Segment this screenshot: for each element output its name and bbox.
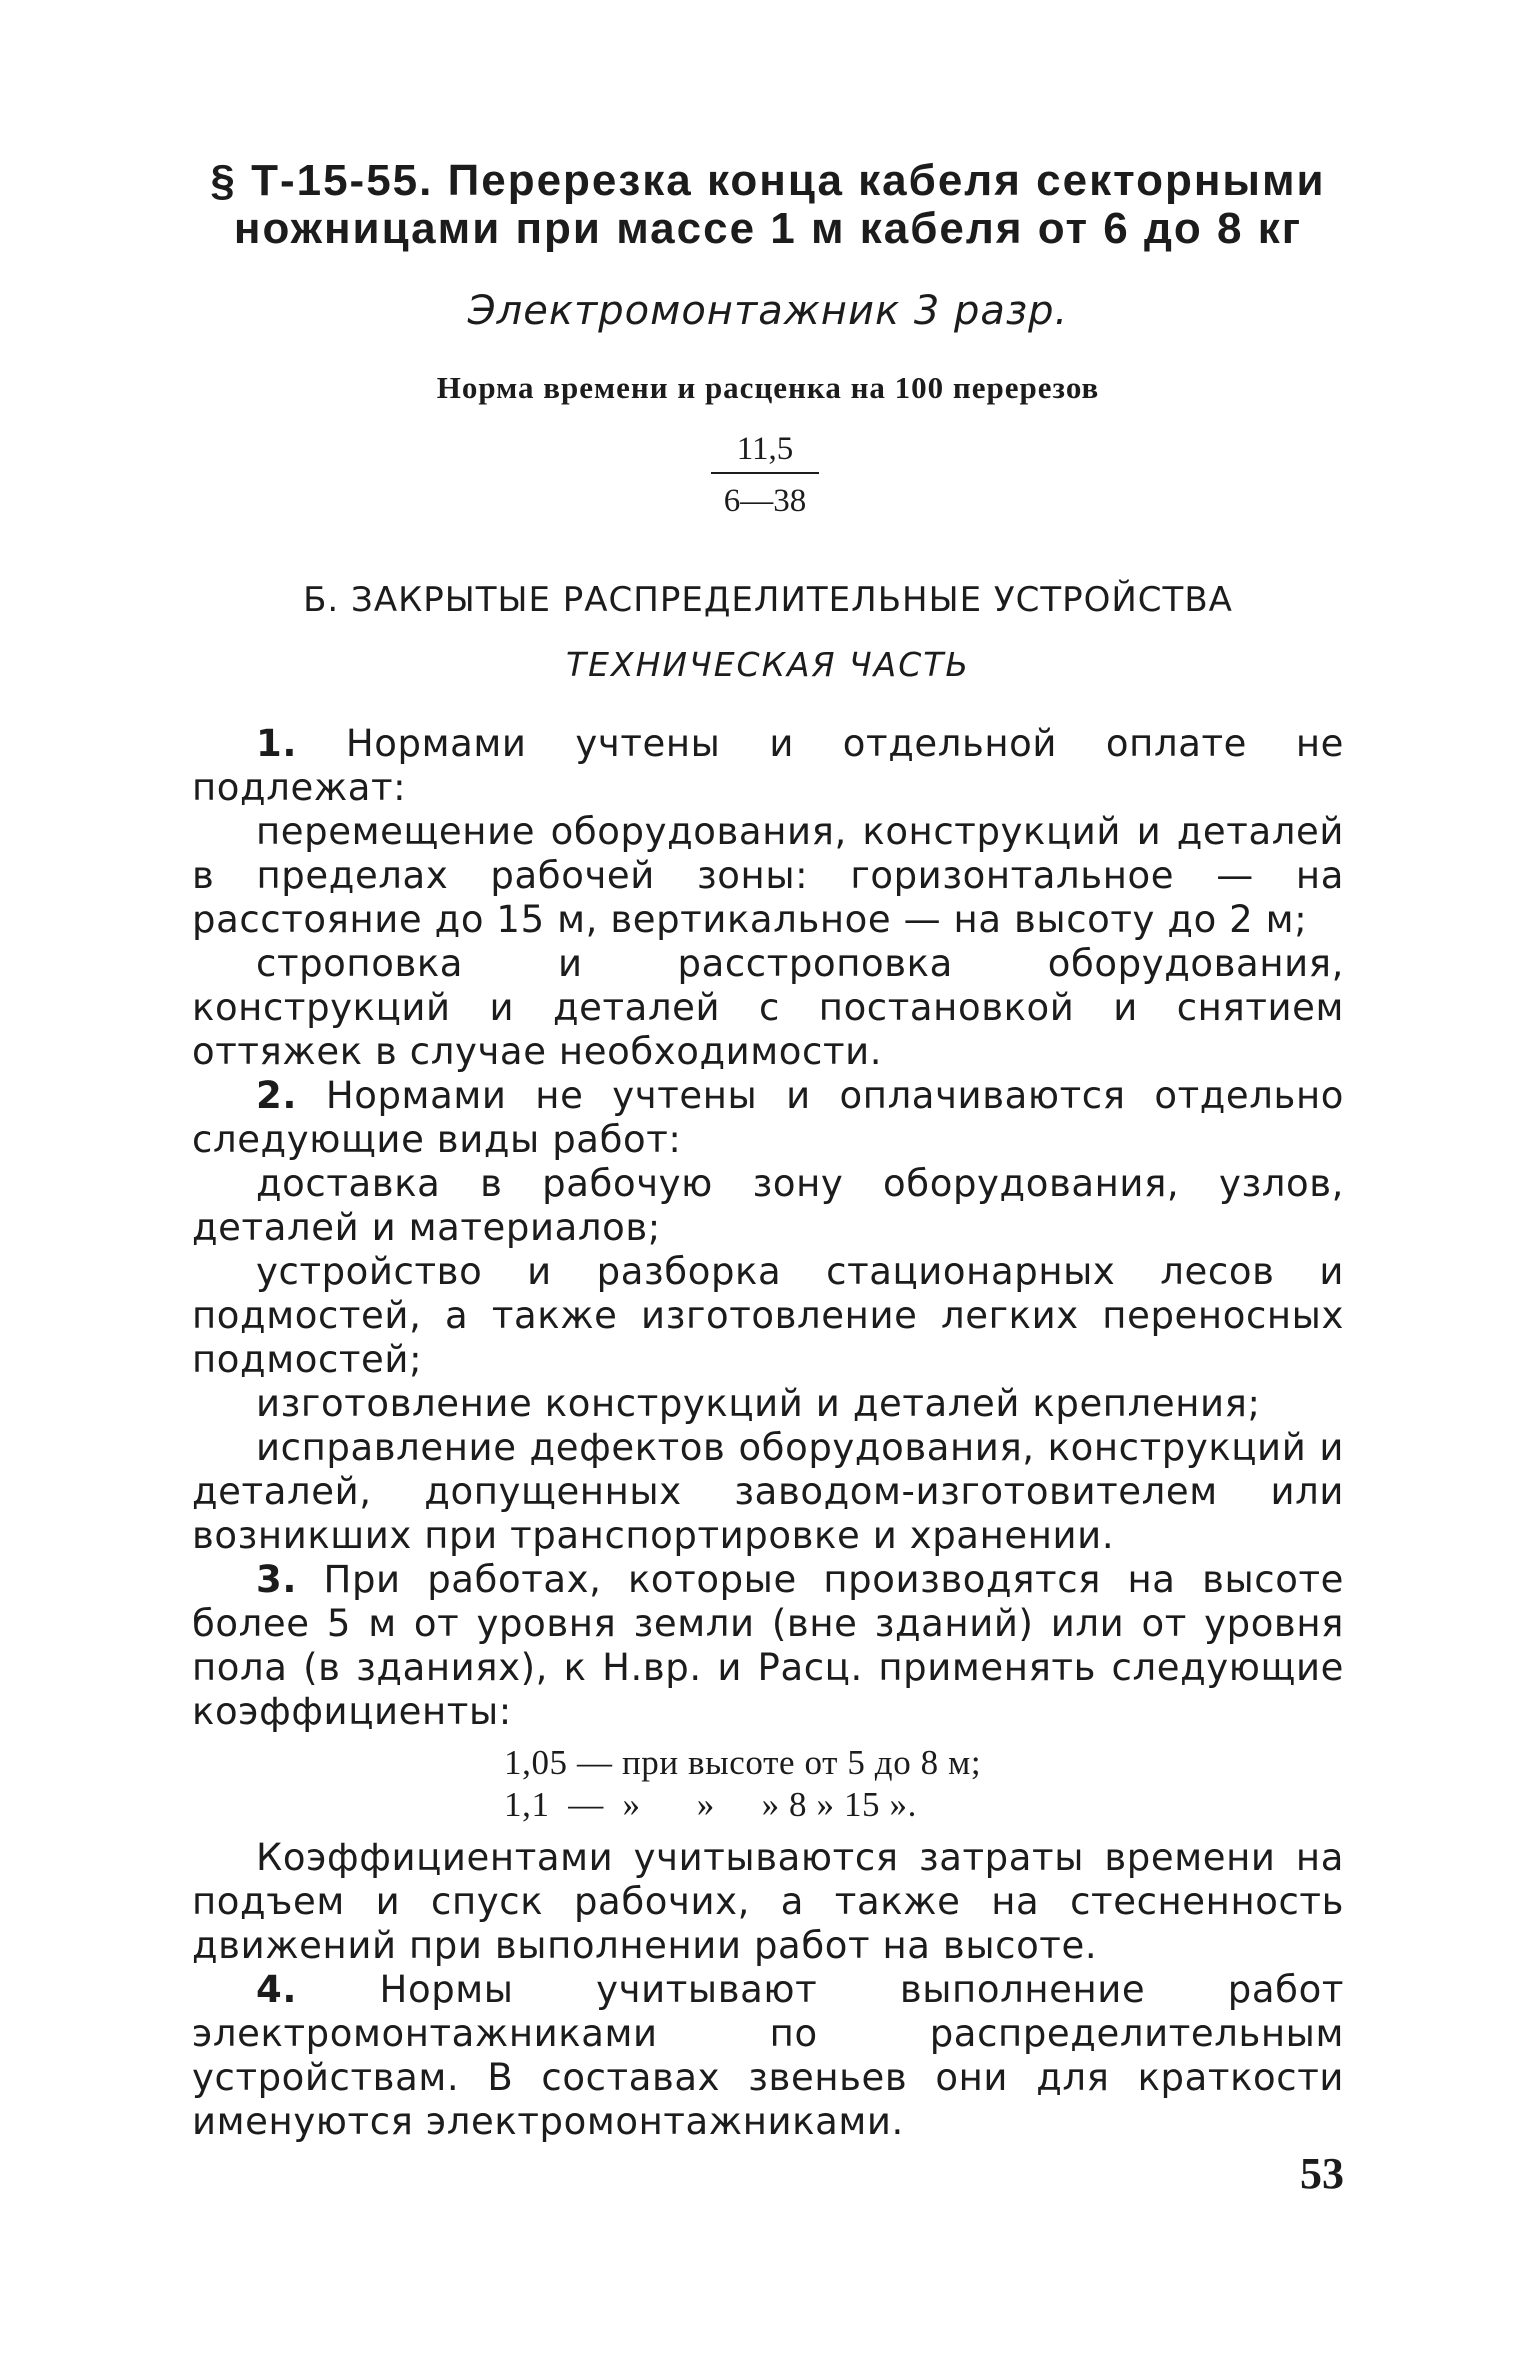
paragraph-number: 1. [256, 722, 298, 765]
paragraph-number: 3. [256, 1558, 298, 1601]
fraction-bar [711, 472, 819, 474]
paragraph-text: Нормами не учтены и оплачиваются отдельно следующие виды работ: [192, 1074, 1344, 1161]
document-body [192, 722, 1344, 2144]
section-subtitle: ТЕХНИЧЕСКАЯ ЧАСТЬ [565, 645, 971, 684]
paragraph-text: Коэффициентами учитываются затраты времени на подъем и спуск рабочих, а также на стесненность движений при выполнении работ на высоте. [192, 1836, 1344, 1967]
paragraph-text: изготовление конструкций и деталей крепления; [256, 1382, 1261, 1425]
paragraph [192, 1382, 1344, 1426]
paragraph-text: Нормами учтены и отдельной оплате не подлежат: [192, 722, 1344, 809]
paragraph-text: перемещение оборудования, конструкций и деталей в пределах рабочей зоны: горизонтальное — на расстояние до 15 м, вертикальное — на высоту до 2 м; [192, 810, 1344, 941]
section-title: Б. ЗАКРЫТЫЕ РАСПРЕДЕЛИТЕЛЬНЫЕ УСТРОЙСТВА [303, 580, 1233, 620]
section-heading-line-1: § Т-15-55. Перерезка конца кабеля секторными [210, 156, 1326, 205]
paragraph [192, 1558, 1344, 1734]
norm-fraction [690, 428, 840, 522]
paragraph-text: устройство и разборка стационарных лесов и подмостей, а также изготовление легких переносных подмостей; [192, 1250, 1344, 1381]
norm-time-value: 11,5 [736, 431, 794, 467]
paragraph [192, 942, 1344, 1074]
paragraph [192, 810, 1344, 942]
paragraph [192, 1968, 1344, 2144]
paragraph-text: При работах, которые производятся на высоте более 5 м от уровня земли (вне зданий) или от уровня пола (в зданиях), к Н.вр. и Расц. применять следующие коэффициенты: [192, 1558, 1344, 1733]
paragraph [192, 1250, 1344, 1382]
paragraph [192, 1162, 1344, 1250]
paragraph [192, 1426, 1344, 1558]
paragraph-list [192, 722, 1344, 1734]
paragraph-text: исправление дефектов оборудования, конструкций и деталей, допущенных заводом-изготовителем или возникших при транспортировке и хранении. [192, 1426, 1344, 1557]
coefficient-row: 1,1 — » » » 8 » 15 ». [504, 1785, 917, 1824]
paragraph [192, 722, 1344, 810]
paragraph-text: доставка в рабочую зону оборудования, узлов, деталей и материалов; [192, 1162, 1344, 1249]
page-number: 53 [1300, 2149, 1344, 2198]
paragraph-number: 4. [256, 1968, 298, 2011]
norm-price-value: 6—38 [723, 483, 807, 519]
coefficient-row: 1,05 — при высоте от 5 до 8 м; [504, 1743, 982, 1782]
paragraph [192, 1074, 1344, 1162]
paragraph [192, 1836, 1344, 1968]
paragraph-text: строповка и расстроповка оборудования, конструкций и деталей с постановкой и снятием оттяжек в случае необходимости. [192, 942, 1344, 1073]
paragraph-number: 2. [256, 1074, 298, 1117]
norm-label: Норма времени и расценка на 100 перерезов [436, 370, 1100, 405]
paragraph-text: Нормы учитывают выполнение работ электромонтажниками по распределительным устройствам. В составах звеньев они для краткости именуются электромонтажниками. [192, 1968, 1344, 2143]
paragraph-list [192, 1836, 1344, 2144]
section-heading-line-2: ножницами при массе 1 м кабеля от 6 до 8 кг [233, 204, 1303, 253]
worker-grade: Электромонтажник 3 разр. [467, 288, 1069, 334]
coefficient-list [504, 1742, 1344, 1826]
